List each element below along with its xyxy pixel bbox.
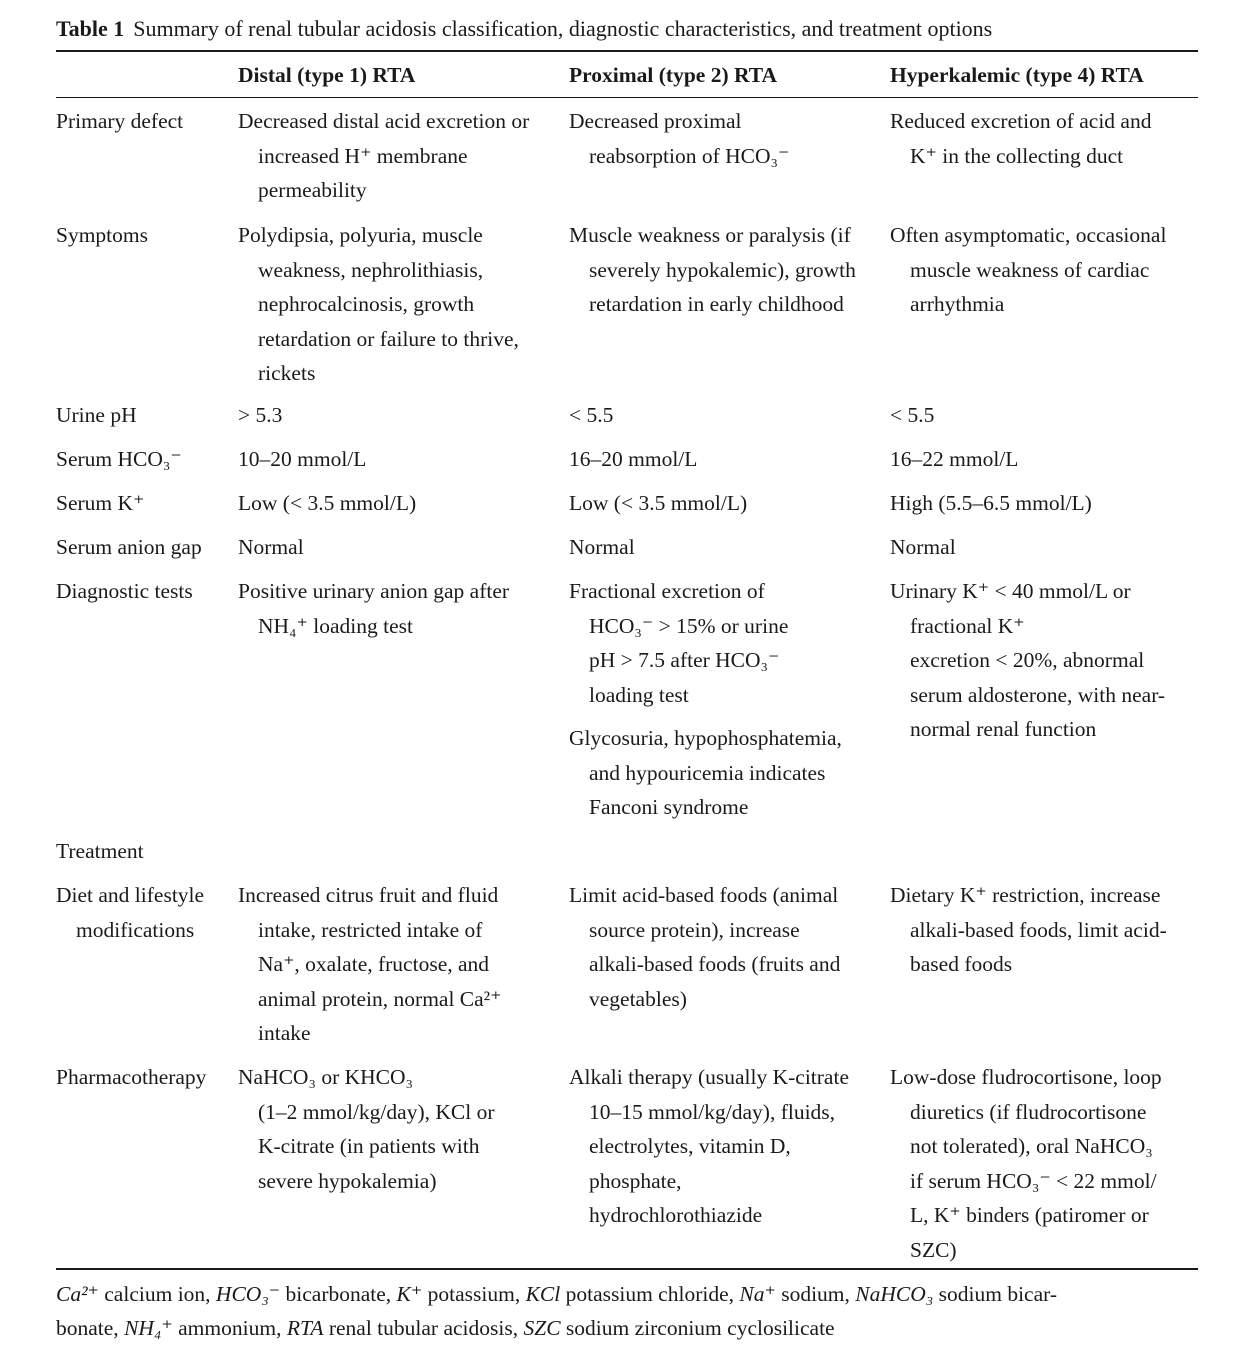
cell-line: Symptoms <box>56 223 148 247</box>
cell-line: Primary defect <box>56 109 184 133</box>
footnote-definition: bicarbonate, <box>280 1282 397 1306</box>
cell-symptoms-distal <box>238 218 519 391</box>
cell-serum-hco3-distal <box>238 442 366 477</box>
footnote-abbreviation: NH₄⁺ <box>124 1316 173 1340</box>
footnote-abbreviation: NaHCO₃ <box>855 1282 934 1306</box>
cell-line: alkali-based foods, limit acid- <box>910 917 1167 942</box>
cell-diagnostic-tests-distal <box>238 574 509 643</box>
cell-serum-k-label <box>56 486 144 521</box>
cell-line: Increased citrus fruit and fluid <box>238 883 499 907</box>
cell-line: electrolytes, vitamin D, <box>589 1134 791 1158</box>
cell-line: diuretics (if fludrocortisone <box>910 1099 1147 1124</box>
cell-serum-k-hyperkalemic <box>890 486 1092 521</box>
cell-line: source protein), increase <box>589 917 800 942</box>
cell-line: Urine pH <box>56 403 137 427</box>
cell-line: Alkali therapy (usually K-citrate <box>569 1065 849 1089</box>
cell-line: retardation or failure to thrive, <box>258 326 519 351</box>
cell-serum-anion-gap-label <box>56 530 202 565</box>
cell-line: 10–15 mmol/kg/day), fluids, <box>589 1099 836 1124</box>
cell-line: 10–20 mmol/L <box>238 447 367 471</box>
cell-serum-hco3-proximal <box>569 442 697 477</box>
cell-line: K-citrate (in patients with <box>258 1134 480 1158</box>
cell-line: Normal <box>569 535 635 559</box>
cell-line: Low (< 3.5 mmol/L) <box>238 491 417 515</box>
cell-pharmacotherapy-label <box>56 1060 206 1095</box>
footnote-definition: potassium chloride, <box>560 1282 740 1306</box>
cell-serum-k-proximal <box>569 486 747 521</box>
cell-pharmacotherapy-distal <box>238 1060 494 1198</box>
footnote-definition: sodium zirconium cyclosilicate <box>560 1316 835 1340</box>
table-footnote <box>56 1277 1200 1345</box>
cell-primary-defect-hyperkalemic <box>890 104 1151 173</box>
cell-serum-hco3-label <box>56 442 182 477</box>
cell-line: Glycosuria, hypophosphatemia, <box>569 726 842 750</box>
cell-line: HCO₃⁻ > 15% or urine <box>589 613 789 638</box>
header-distal: Distal (type 1) RTA <box>238 63 416 87</box>
cell-line: muscle weakness of cardiac <box>910 257 1150 282</box>
cell-line: Muscle weakness or paralysis (if <box>569 223 851 247</box>
cell-line: Normal <box>890 535 956 559</box>
cell-serum-anion-gap-hyperkalemic <box>890 530 956 565</box>
cell-line: L, K⁺ binders (patiromer or <box>910 1203 1149 1227</box>
bottom-rule <box>56 1268 1198 1270</box>
cell-serum-anion-gap-proximal <box>569 530 635 565</box>
cell-line: Serum anion gap <box>56 535 202 559</box>
cell-line: severe hypokalemia) <box>258 1168 437 1193</box>
top-rule <box>56 50 1198 52</box>
cell-line: Dietary K⁺ restriction, increase <box>890 883 1161 907</box>
cell-line: Fanconi syndrome <box>589 795 749 819</box>
cell-line: Polydipsia, polyuria, muscle <box>238 223 483 247</box>
cell-primary-defect-distal <box>238 104 529 208</box>
cell-line: if serum HCO₃⁻ < 22 mmol/ <box>910 1168 1157 1193</box>
cell-line: (1–2 mmol/kg/day), KCl or <box>258 1099 495 1124</box>
cell-pharmacotherapy-proximal <box>569 1060 849 1233</box>
cell-line: and hypouricemia indicates <box>589 760 826 785</box>
cell-line: SZC) <box>910 1237 957 1262</box>
footnote-abbreviation: Ca²⁺ <box>56 1282 99 1306</box>
cell-line: Pharmacotherapy <box>56 1065 207 1089</box>
cell-diagnostic-tests-proximal-extra <box>569 721 842 825</box>
cell-line: permeability <box>258 178 367 202</box>
cell-line: animal protein, normal Ca²⁺ <box>258 986 502 1011</box>
footnote-abbreviation: SZC <box>523 1316 561 1340</box>
cell-line: arrhythmia <box>910 292 1005 316</box>
cell-line: reabsorption of HCO₃⁻ <box>589 143 790 168</box>
cell-diet-distal <box>238 878 501 1051</box>
cell-pharmacotherapy-hyperkalemic <box>890 1060 1162 1267</box>
footnote-definition: sodium, <box>775 1282 856 1306</box>
footnote-line-2 <box>56 1311 1200 1345</box>
cell-line: based foods <box>910 952 1013 976</box>
cell-line: NaHCO₃ or KHCO₃ <box>238 1065 414 1089</box>
cell-line: nephrocalcinosis, growth <box>258 292 475 316</box>
footnote-definition: sodium bicar- <box>933 1282 1058 1306</box>
cell-diet-hyperkalemic <box>890 878 1167 982</box>
cell-diet-label <box>56 878 204 947</box>
cell-symptoms-hyperkalemic <box>890 218 1166 322</box>
cell-line: rickets <box>258 361 316 385</box>
footnote-definition: potassium, <box>422 1282 526 1306</box>
cell-line: phosphate, <box>589 1168 682 1193</box>
cell-line: Serum HCO₃⁻ <box>56 447 182 471</box>
cell-line: vegetables) <box>589 986 687 1011</box>
cell-diagnostic-tests-hyperkalemic <box>890 574 1165 747</box>
footnote-definition: ammonium, <box>172 1316 287 1340</box>
header-hyperkalemic: Hyperkalemic (type 4) RTA <box>890 63 1144 87</box>
cell-line: Reduced excretion of acid and <box>890 109 1152 133</box>
cell-line: hydrochlorothiazide <box>589 1203 763 1227</box>
cell-line: modifications <box>76 917 195 942</box>
cell-line: 16–20 mmol/L <box>569 447 698 471</box>
cell-line: Na⁺, oxalate, fructose, and <box>258 952 490 976</box>
cell-symptoms-proximal <box>569 218 856 322</box>
cell-line: 16–22 mmol/L <box>890 447 1019 471</box>
cell-line: Fractional excretion of <box>569 579 765 603</box>
cell-line: serum aldosterone, with near- <box>910 682 1166 707</box>
cell-primary-defect-label <box>56 104 183 139</box>
cell-primary-defect-proximal <box>569 104 789 173</box>
footnote-abbreviation: Na⁺ <box>739 1282 776 1306</box>
cell-symptoms-label <box>56 218 148 253</box>
cell-line: increased H⁺ membrane <box>258 143 468 168</box>
cell-line: Positive urinary anion gap after <box>238 579 510 603</box>
cell-line: not tolerated), oral NaHCO₃ <box>910 1134 1153 1158</box>
footnote-abbreviation: KCl <box>525 1282 561 1306</box>
cell-line: K⁺ in the collecting duct <box>910 143 1124 168</box>
cell-serum-anion-gap-distal <box>238 530 304 565</box>
cell-line: High (5.5–6.5 mmol/L) <box>890 491 1092 515</box>
footnote-definition: renal tubular acidosis, <box>323 1316 524 1340</box>
cell-line: < 5.5 <box>569 403 614 427</box>
cell-urine-ph-label <box>56 398 137 433</box>
table-title: Summary of renal tubular acidosis classification, diagnostic characteristics, and treatment options <box>133 16 993 41</box>
footnote-abbreviation: HCO₃⁻ <box>215 1282 281 1306</box>
footnote-abbreviation: RTA <box>286 1316 324 1340</box>
cell-urine-ph-distal <box>238 398 282 433</box>
cell-line: normal renal function <box>910 717 1097 741</box>
cell-line: Low (< 3.5 mmol/L) <box>569 491 748 515</box>
footnote-abbreviation: K⁺ <box>396 1282 423 1306</box>
cell-line: loading test <box>589 682 689 707</box>
cell-line: intake <box>258 1021 311 1045</box>
cell-line: retardation in early childhood <box>589 292 844 316</box>
cell-diagnostic-tests-label <box>56 574 193 609</box>
cell-line: alkali-based foods (fruits and <box>589 952 841 976</box>
cell-line: weakness, nephrolithiasis, <box>258 257 484 282</box>
cell-serum-hco3-hyperkalemic <box>890 442 1018 477</box>
table-label: Table 1 <box>56 16 125 41</box>
cell-line: Normal <box>238 535 304 559</box>
header-proximal: Proximal (type 2) RTA <box>569 63 778 87</box>
footnote-definition: bonate, <box>56 1316 125 1340</box>
cell-line: pH > 7.5 after HCO₃⁻ <box>589 648 780 672</box>
cell-line: < 5.5 <box>890 403 935 427</box>
cell-line: Decreased distal acid excretion or <box>238 109 530 133</box>
footnote-line-1 <box>56 1277 1200 1311</box>
table-caption <box>56 14 1206 44</box>
cell-line: Limit acid-based foods (animal <box>569 883 839 907</box>
footnote-definition: calcium ion, <box>98 1282 216 1306</box>
cell-line: Low-dose fludrocortisone, loop <box>890 1065 1162 1089</box>
cell-line: Diet and lifestyle <box>56 883 205 907</box>
cell-treatment-label <box>56 834 144 869</box>
cell-line: > 5.3 <box>238 403 283 427</box>
cell-diagnostic-tests-proximal <box>569 574 788 712</box>
cell-line: Often asymptomatic, occasional <box>890 223 1167 247</box>
cell-line: Urinary K⁺ < 40 mmol/L or <box>890 579 1131 603</box>
cell-line: Decreased proximal <box>569 109 742 133</box>
cell-line: NH₄⁺ loading test <box>258 613 413 638</box>
cell-urine-ph-proximal <box>569 398 613 433</box>
cell-serum-k-distal <box>238 486 416 521</box>
cell-line: fractional K⁺ <box>910 613 1025 638</box>
cell-urine-ph-hyperkalemic <box>890 398 934 433</box>
cell-line: excretion < 20%, abnormal <box>910 648 1145 672</box>
cell-line: Serum K⁺ <box>56 491 145 515</box>
cell-diet-proximal <box>569 878 840 1016</box>
cell-line: Treatment <box>56 839 144 863</box>
cell-line: severely hypokalemic), growth <box>589 257 856 282</box>
header-rule <box>56 97 1198 98</box>
cell-line: Diagnostic tests <box>56 579 193 603</box>
cell-line: intake, restricted intake of <box>258 917 483 942</box>
